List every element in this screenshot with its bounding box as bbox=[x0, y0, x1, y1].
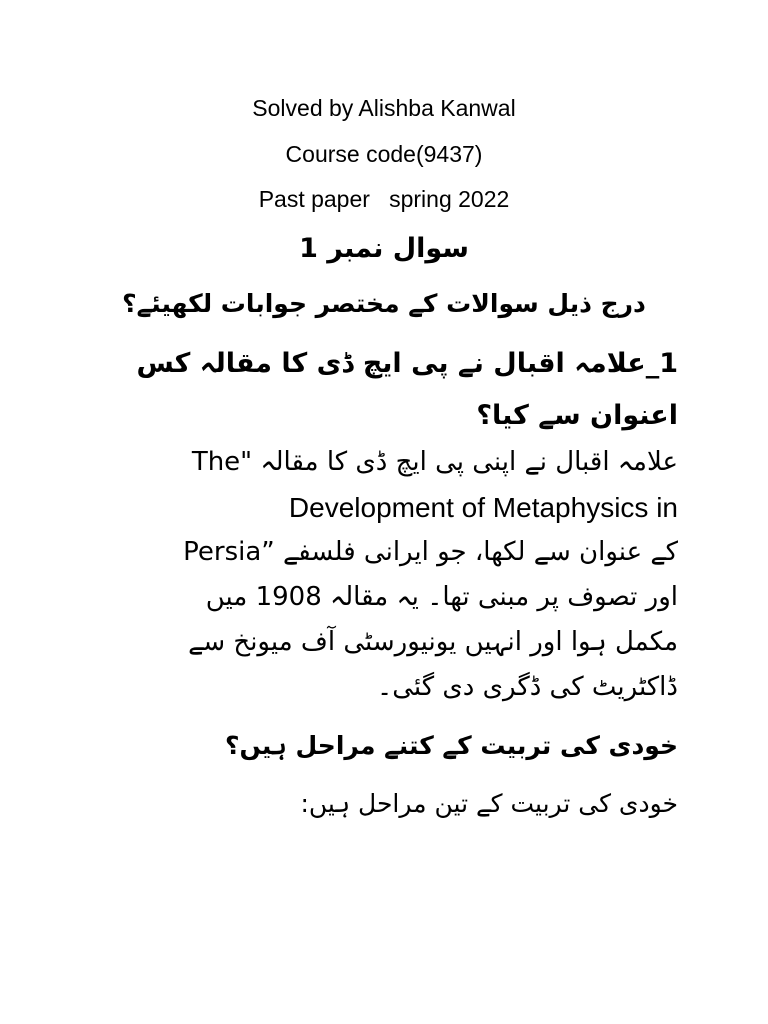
answer-1-line-3: Persia” کے عنوان سے لکھا، جو ایرانی فلسفے bbox=[183, 537, 678, 567]
answer-2: خودی کی تربیت کے تین مراحل ہیں: bbox=[300, 789, 678, 818]
instruction-heading: درج ذیل سوالات کے مختصر جوابات لکھیئے؟ bbox=[122, 289, 646, 318]
question-2: خودی کی تربیت کے کتنے مراحل ہیں؟ bbox=[224, 731, 678, 760]
answer-1-line-1: علامہ اقبال نے اپنی پی ایچ ڈی کا مقالہ "The bbox=[191, 447, 678, 477]
author-line: Solved by Alishba Kanwal bbox=[252, 95, 516, 121]
answer-1-line-2: Development of Metaphysics in bbox=[288, 492, 678, 523]
question-number-heading: سوال نمبر 1 bbox=[299, 233, 469, 264]
answer-1 bbox=[92, 440, 678, 710]
past-paper-line: Past paper spring 2022 bbox=[258, 186, 510, 212]
question-1: 1_علامہ اقبال نے پی ایچ ڈی کا مقالہ کس اعنوان سے کیا؟ bbox=[136, 348, 678, 431]
answer-1-line-6: ڈاکٹریٹ کی ڈگری دی گئی۔ bbox=[377, 672, 678, 702]
course-code-line: Course code(9437) bbox=[285, 141, 483, 167]
answer-1-line-4: اور تصوف پر مبنی تھا۔ یہ مقالہ 1908 میں bbox=[205, 582, 678, 612]
answer-1-line-5: مکمل ہوا اور انہیں یونیورسٹی آف میونخ سے bbox=[188, 627, 678, 657]
